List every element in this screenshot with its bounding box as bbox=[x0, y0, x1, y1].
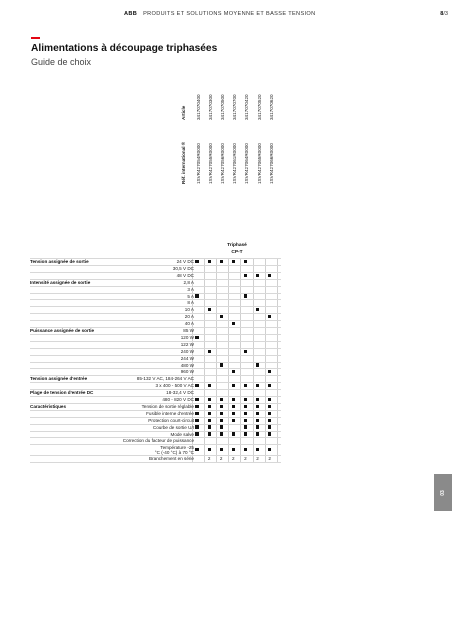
section-tab-label: 03 bbox=[440, 489, 446, 496]
check-mark bbox=[208, 384, 211, 387]
check-mark bbox=[232, 398, 235, 401]
check-mark bbox=[244, 425, 247, 428]
check-mark bbox=[195, 448, 198, 451]
check-mark bbox=[268, 405, 271, 408]
row-value: Correction du facteur de puissance bbox=[122, 438, 194, 444]
row-value: Fusible interne d'entrée bbox=[146, 410, 194, 416]
check-mark bbox=[244, 448, 247, 451]
row-divider bbox=[30, 462, 281, 463]
grid-vline bbox=[228, 258, 229, 462]
row-value: 18-32,4 V DC bbox=[166, 390, 194, 396]
row-value: 3 A bbox=[187, 286, 194, 292]
check-mark bbox=[268, 315, 271, 318]
check-mark bbox=[232, 370, 235, 373]
check-mark bbox=[208, 308, 211, 311]
check-mark bbox=[208, 350, 211, 353]
check-mark bbox=[244, 398, 247, 401]
check-mark bbox=[195, 398, 198, 401]
check-mark bbox=[256, 363, 259, 366]
check-mark bbox=[232, 260, 235, 263]
row-label: Tension assignée de sortie bbox=[30, 259, 89, 264]
row-value: Tension de sortie réglable bbox=[141, 403, 194, 409]
check-mark bbox=[268, 384, 271, 387]
check-mark bbox=[220, 363, 223, 366]
row-value: 244 W bbox=[180, 355, 194, 361]
check-mark bbox=[244, 350, 247, 353]
check-mark bbox=[256, 384, 259, 387]
product-article-header: 3417070500 bbox=[220, 94, 226, 120]
check-mark bbox=[232, 419, 235, 422]
check-mark bbox=[256, 274, 259, 277]
row-value: 30,5 V DC bbox=[172, 265, 194, 271]
product-ref-header: 1SVR427064R0000 bbox=[244, 143, 250, 184]
row-label: Puissance assignée de sortie bbox=[30, 328, 95, 333]
row-value: 3 x 400 - 500 V AC bbox=[155, 383, 194, 389]
check-mark bbox=[232, 405, 235, 408]
check-mark bbox=[268, 412, 271, 415]
check-mark bbox=[268, 370, 271, 373]
product-article-header: 3417070520 bbox=[256, 94, 262, 120]
row-label: Plage de tension d'entrée DC bbox=[30, 390, 94, 396]
page-subtitle: Guide de choix bbox=[31, 57, 92, 67]
section-tab bbox=[434, 474, 452, 511]
grid-vline bbox=[204, 258, 205, 462]
row-value: 122 W bbox=[180, 341, 194, 347]
grid-vline bbox=[265, 258, 266, 462]
row-value: 480 - 820 V DC bbox=[162, 397, 194, 402]
grid-vline bbox=[253, 258, 254, 462]
row-label: Intensité assignée de sortie bbox=[30, 279, 91, 285]
group-header-line1: Triphasé bbox=[227, 243, 247, 248]
product-ref-header: 1SVR427054R0000 bbox=[196, 143, 201, 184]
row-value: Mode salve bbox=[170, 431, 194, 437]
product-ref-header: 1SVR427065R0000 bbox=[256, 143, 262, 184]
series-count: 2 bbox=[232, 456, 235, 462]
row-value: Courbe de sortie U/I bbox=[152, 424, 194, 430]
page-title: Alimentations à découpage triphasées bbox=[31, 43, 218, 54]
product-article-header: 3417070300 bbox=[208, 94, 214, 120]
check-mark bbox=[244, 419, 247, 422]
brand-logo: ABB bbox=[124, 11, 138, 17]
check-mark bbox=[256, 425, 259, 428]
check-mark bbox=[195, 432, 198, 435]
row-label: Caractéristiques bbox=[30, 403, 67, 409]
check-mark bbox=[256, 419, 259, 422]
check-mark bbox=[195, 336, 198, 339]
check-mark bbox=[268, 448, 271, 451]
check-mark bbox=[195, 405, 198, 408]
check-mark bbox=[220, 315, 223, 318]
product-article-header: 3417070400 bbox=[196, 94, 201, 120]
product-ref-header: 1SVR427061R0000 bbox=[232, 143, 238, 184]
check-mark bbox=[220, 419, 223, 422]
check-mark bbox=[220, 398, 223, 401]
product-ref-header: 1SVR427055R0000 bbox=[208, 143, 214, 184]
check-mark bbox=[268, 425, 271, 428]
header-line bbox=[124, 11, 316, 17]
check-mark bbox=[244, 405, 247, 408]
check-mark bbox=[208, 419, 211, 422]
check-mark bbox=[195, 294, 198, 297]
row-value: 120 W bbox=[180, 334, 194, 340]
check-mark bbox=[256, 405, 259, 408]
check-mark bbox=[208, 432, 211, 435]
row-value: 20 A bbox=[184, 314, 194, 320]
check-mark bbox=[220, 432, 223, 435]
check-mark bbox=[244, 294, 247, 297]
row-value: Température -25 °C (-40 °C) à 70 °C bbox=[154, 445, 194, 456]
check-mark bbox=[220, 425, 223, 428]
row-value: 85 W bbox=[183, 328, 194, 333]
check-mark bbox=[220, 405, 223, 408]
grid-vline bbox=[277, 258, 278, 462]
check-mark bbox=[232, 432, 235, 435]
row-value: 48 V DC bbox=[176, 272, 194, 278]
check-mark bbox=[256, 432, 259, 435]
check-mark bbox=[244, 432, 247, 435]
row-value: 24 V DC bbox=[176, 259, 194, 264]
ref-column-label: Réf. international ® bbox=[181, 141, 186, 184]
check-mark bbox=[232, 384, 235, 387]
grid-vline bbox=[216, 258, 217, 462]
check-mark bbox=[268, 432, 271, 435]
row-value: 5 A bbox=[187, 293, 194, 299]
check-mark bbox=[256, 448, 259, 451]
check-mark bbox=[208, 260, 211, 263]
check-mark bbox=[256, 412, 259, 415]
series-count: 2 bbox=[268, 456, 271, 462]
page-number-suffix: /3 bbox=[443, 11, 448, 17]
check-mark bbox=[268, 274, 271, 277]
group-header-line2: CP-T bbox=[231, 250, 243, 255]
check-mark bbox=[268, 398, 271, 401]
product-article-header: 3417070700 bbox=[232, 94, 238, 120]
page-number-main: 8 bbox=[440, 11, 444, 17]
row-value: 960 W bbox=[180, 369, 194, 375]
check-mark bbox=[244, 412, 247, 415]
row-value: 2,8 A bbox=[183, 279, 194, 285]
row-value: 8 A bbox=[187, 300, 194, 306]
series-count: 2 bbox=[207, 456, 211, 462]
check-mark bbox=[220, 412, 223, 415]
check-mark bbox=[208, 405, 211, 408]
header-text: PRODUITS ET SOLUTIONS MOYENNE ET BASSE TENSION bbox=[143, 11, 316, 17]
check-mark bbox=[268, 419, 271, 422]
product-article-header: 3417070620 bbox=[268, 94, 274, 120]
check-mark bbox=[208, 398, 211, 401]
check-mark bbox=[195, 425, 198, 428]
row-value: 10 A bbox=[184, 307, 194, 313]
check-mark bbox=[208, 448, 211, 451]
check-mark bbox=[232, 322, 235, 325]
series-count: 2 bbox=[219, 456, 223, 462]
check-mark bbox=[220, 448, 223, 451]
row-value: 40 A bbox=[184, 321, 194, 327]
check-mark bbox=[232, 448, 235, 451]
series-count: 2 bbox=[256, 456, 259, 462]
grid-vline bbox=[240, 258, 241, 462]
product-article-header: 3417070420 bbox=[244, 94, 250, 120]
check-mark bbox=[256, 398, 259, 401]
check-mark bbox=[195, 412, 198, 415]
row-value: 240 W bbox=[180, 348, 194, 354]
check-mark bbox=[208, 425, 211, 428]
check-mark bbox=[220, 260, 223, 263]
check-mark bbox=[195, 260, 198, 263]
row-value: Branchement en série bbox=[149, 456, 194, 462]
check-mark bbox=[244, 274, 247, 277]
check-mark bbox=[244, 260, 247, 263]
product-ref-header: 1SVR427066R0000 bbox=[268, 143, 274, 184]
row-value: Protection court-circuit bbox=[148, 417, 194, 423]
product-ref-header: 1SVR427056R0000 bbox=[220, 143, 226, 184]
article-column-label: Article bbox=[181, 105, 186, 120]
check-mark bbox=[208, 412, 211, 415]
row-value: 480 W bbox=[180, 362, 194, 368]
check-mark bbox=[232, 412, 235, 415]
row-value: 85-132 V AC, 184-264 V AC bbox=[136, 376, 194, 382]
page-number bbox=[440, 11, 448, 17]
check-mark bbox=[256, 308, 259, 311]
series-count: 2 bbox=[244, 456, 247, 462]
title-accent-bar bbox=[31, 37, 40, 39]
row-label: Tension assignée d'entrée bbox=[30, 376, 88, 382]
check-mark bbox=[195, 384, 198, 387]
check-mark bbox=[244, 384, 247, 387]
check-mark bbox=[195, 419, 198, 422]
